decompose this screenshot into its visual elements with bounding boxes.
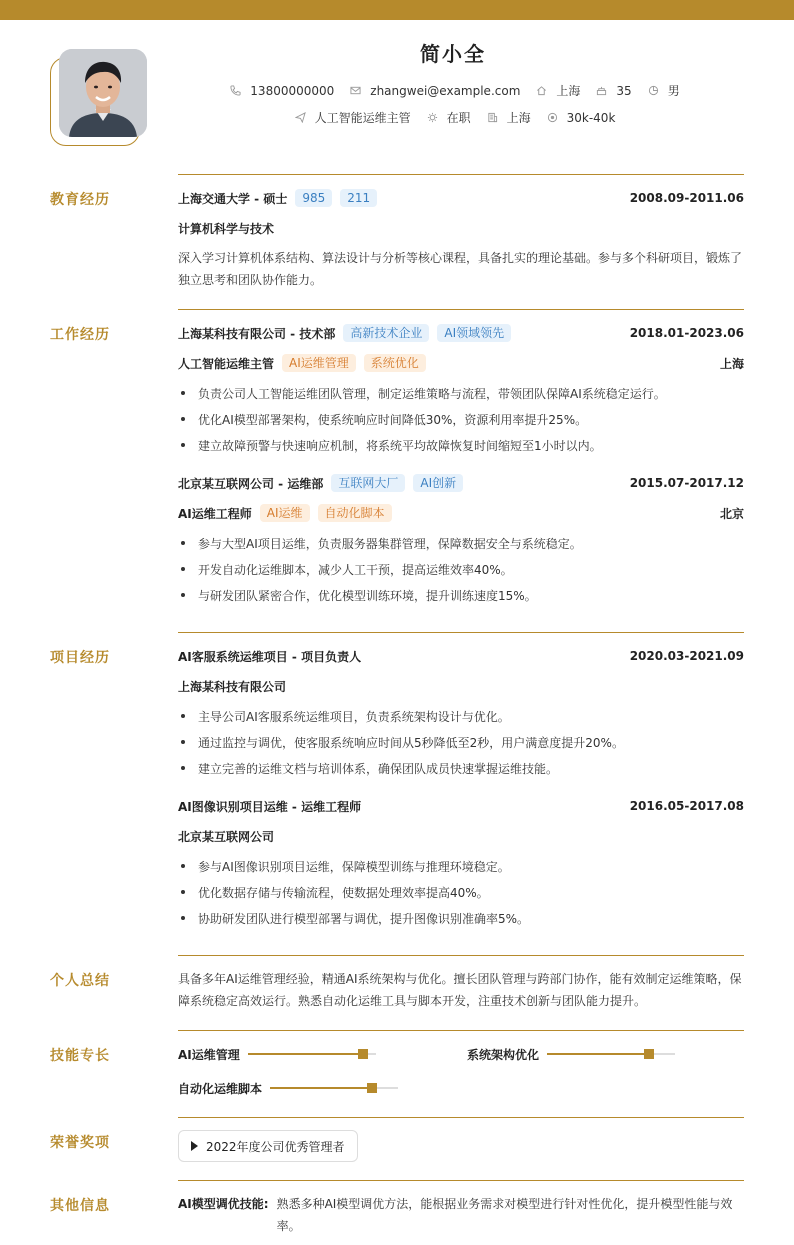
divider [178,955,744,956]
list-item: 主导公司AI客服系统运维项目，负责系统架构设计与优化。 [178,707,744,725]
school-name: 上海交通大学 - 硕士 [178,191,288,206]
contact-age [596,84,631,98]
section-title-summary: 个人总结 [50,973,110,989]
skill-level-knob [644,1049,654,1059]
list-item: 协助研发团队进行模型部署与调优，提升图像识别准确率5%。 [178,909,744,927]
skill-level-bar [547,1053,675,1055]
work-role-row [178,503,744,523]
company-name: 北京某互联网公司 - 运维部 [178,476,324,491]
list-item: 与研发团队紧密合作，优化模型训练环境，提升训练速度15%。 [178,586,744,604]
skill-level-fill [547,1053,649,1055]
salary-icon [547,112,558,123]
work-company-row [178,473,744,493]
contact-text: zhangwei@example.com [370,83,521,98]
list-item: 负责公司人工智能运维团队管理，制定运维策略与流程，带领团队保障AI系统稳定运行。 [178,384,744,402]
work-role-row [178,353,744,373]
phone-icon [230,85,241,96]
avatar [59,49,147,137]
contact-phone [230,84,334,98]
other-info-row [178,1193,744,1237]
skill-name: AI运维管理 [178,1047,240,1062]
mail-icon [350,85,361,96]
section-title-skills: 技能专长 [50,1048,110,1064]
contact-text: 35 [616,83,632,98]
avatar-portrait [59,49,147,137]
role-name: AI运维工程师 [178,506,252,521]
status-icon [427,112,438,123]
list-item: 参与AI图像识别项目运维，保障模型训练与推理环境稳定。 [178,857,744,875]
other-info-label: AI模型调优技能: [178,1197,269,1211]
skill-item [467,1045,675,1063]
play-icon [191,1141,198,1151]
company-tag: AI领域领先 [437,324,511,342]
contact-gender [648,82,680,99]
divider [178,309,744,310]
work-date: 2015.07-2017.12 [629,476,744,490]
contact-row [170,82,740,99]
age-icon [596,85,607,96]
role-tag: 系统优化 [364,354,426,372]
skill-name: 系统架构优化 [467,1047,540,1062]
home-icon [536,85,547,96]
company-tag: AI创新 [413,474,463,492]
work-city: 上海 [719,356,744,371]
school-tag: 985 [295,189,332,207]
education-major: 计算机科学与技术 [178,221,275,236]
work-company-row [178,323,744,343]
skill-level-bar [248,1053,376,1055]
divider [178,1180,744,1181]
list-item: 通过监控与调优，使客服系统响应时间从5秒降低至2秒，用户满意度提升20%。 [178,733,744,751]
skill-level-knob [367,1083,377,1093]
intent-position [295,109,411,126]
work-city: 北京 [719,506,744,521]
skill-name: 自动化运维脚本 [178,1081,263,1096]
list-item: 建立完善的运维文档与培训体系，确保团队成员快速掌握运维技能。 [178,759,744,777]
project-date: 2020.03-2021.09 [629,649,744,663]
contact-city [536,82,580,99]
project-header [178,796,744,816]
education-header [178,188,744,208]
company-tag: 高新技术企业 [343,324,429,342]
award-label: 2022年度公司优秀管理者 [206,1139,345,1154]
candidate-name: 简小全 [420,42,486,66]
project-header [178,646,744,666]
intent-text: 30k-40k [566,110,616,125]
section-title-work: 工作经历 [50,327,110,343]
list-item: 建立故障预警与快速响应机制，将系统平均故障恢复时间缩短至1小时以内。 [178,436,744,454]
divider [178,1030,744,1031]
building-icon [487,112,498,123]
section-title-education: 教育经历 [50,192,110,208]
skill-item [178,1079,398,1097]
divider [178,632,744,633]
list-item: 开发自动化运维脚本，减少人工干预，提高运维效率40%。 [178,560,744,578]
skill-level-fill [270,1087,372,1089]
contact-text: 男 [667,84,680,98]
project-date: 2016.05-2017.08 [629,799,744,813]
job-intent-row [170,109,740,126]
divider [178,174,744,175]
intent-text: 上海 [506,111,531,125]
contact-email [350,84,520,98]
divider [178,1117,744,1118]
role-tag: AI运维管理 [282,354,356,372]
project-name: AI图像识别项目运维 - 运维工程师 [178,799,362,814]
intent-text: 人工智能运维主管 [314,111,411,125]
list-item: 优化数据存储与传输流程，使数据处理效率提高40%。 [178,883,744,901]
role-name: 人工智能运维主管 [178,356,275,371]
education-date: 2008.09-2011.06 [629,191,744,205]
company-tag: 互联网大厂 [331,474,405,492]
project-org: 北京某互联网公司 [178,829,275,844]
project-org: 上海某科技有限公司 [178,679,287,694]
education-desc: 深入学习计算机体系结构、算法设计与分析等核心课程，具备扎实的理论基础。参与多个科研项目，锻炼了独立思考和团队协作能力。 [178,251,743,287]
section-title-awards: 荣誉奖项 [50,1135,110,1151]
award-item[interactable] [178,1130,358,1162]
contact-text: 上海 [556,84,581,98]
list-item: 优化AI模型部署架构，使系统响应时间降低30%，资源利用率提升25%。 [178,410,744,428]
company-name: 上海某科技有限公司 - 技术部 [178,326,336,341]
intent-text: 在职 [446,111,471,125]
gender-icon [648,85,659,96]
skill-item [178,1045,376,1063]
skill-level-bar [270,1087,398,1089]
list-item: 参与大型AI项目运维，负责服务器集群管理，保障数据安全与系统稳定。 [178,534,744,552]
work-date: 2018.01-2023.06 [629,326,744,340]
school-tag: 211 [340,189,377,207]
role-tag: 自动化脚本 [318,504,392,522]
intent-status [427,109,471,126]
send-icon [295,112,306,123]
project-name: AI客服系统运维项目 - 项目负责人 [178,649,362,664]
intent-salary [547,111,616,125]
contact-text: 13800000000 [250,83,335,98]
section-title-other: 其他信息 [50,1198,110,1214]
skill-level-knob [358,1049,368,1059]
role-tag: AI运维 [260,504,310,522]
top-accent-bar [0,0,794,20]
other-info-text: 熟悉多种AI模型调优方法，能根据业务需求对模型进行针对性优化，提升模型性能与效率。 [276,1197,733,1233]
section-title-projects: 项目经历 [50,650,110,666]
intent-city [487,109,531,126]
summary-text: 具备多年AI运维管理经验，精通AI系统架构与优化。擅长团队管理与跨部门协作，能有效制定运维策略，保障系统稳定高效运行。熟悉自动化运维工具与脚本开发，注重技术创新与团队能力提升。 [178,972,742,1008]
skill-level-fill [248,1053,363,1055]
